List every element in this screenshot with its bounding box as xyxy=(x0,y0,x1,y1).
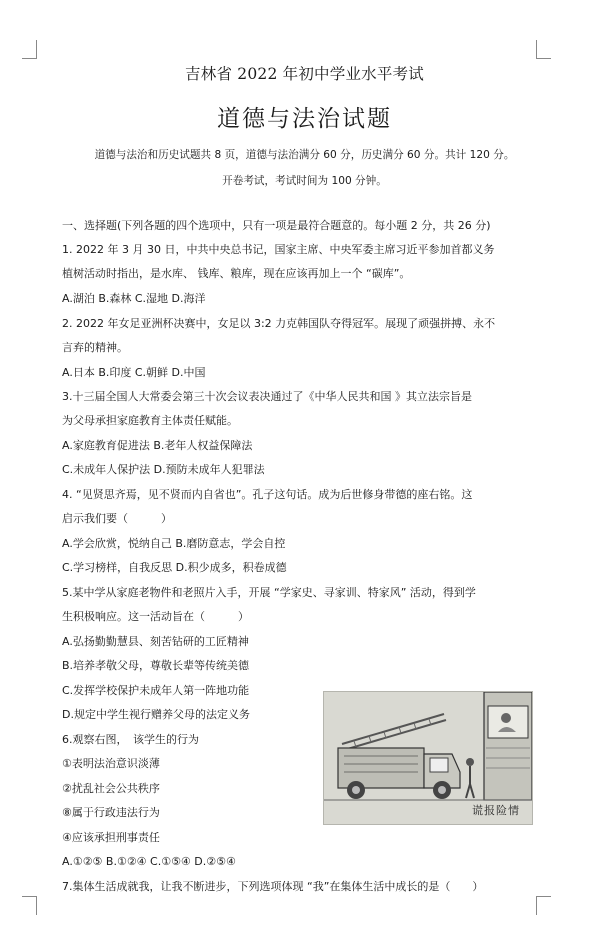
q6-stem: 6.观察右图， 该学生的行为 xyxy=(62,733,199,746)
q6-options: A.①②⑤ B.①②④ C.①⑤④ D.②⑤④ xyxy=(62,855,236,868)
crop-mark-top-right xyxy=(536,40,551,59)
crop-mark-top-left xyxy=(22,40,37,59)
q5-stem-line-2: 生积极响应。这一活动旨在（ ） xyxy=(62,610,249,623)
q7-stem: 7.集体生活成就我，让我不断进步，下列选项体现 “我”在集体生活中成长的是（ ） xyxy=(62,880,484,893)
q5-stem-line-1: 5.某中学从家庭老物件和老照片入手，开展 “学家史、寻家训、特家风” 活动，得到学 xyxy=(62,586,476,599)
intro-line-2: 开卷考试，考试时间为 100 分钟。 xyxy=(222,175,387,187)
subject-title: 道德与法治试题 xyxy=(217,106,392,132)
q1-options: A.湖泊 B.森林 C.湿地 D.海洋 xyxy=(62,292,206,305)
q6-item-3: ⑧属于行政违法行为 xyxy=(62,806,160,819)
q4-options-line-2: C.学习榜样，自我反思 D.积少成多，积卷成德 xyxy=(62,561,287,574)
q5-option-a: A.弘扬勤勤慧县、刻苦钻研的工匠精神 xyxy=(62,635,249,648)
q5-option-b: B.培养孝敬父母，尊敬长辈等传统美德 xyxy=(62,659,250,672)
q2-stem-line-1: 2. 2022 年女足亚洲杯决赛中，女足以 3:2 力克韩国队夺得冠军。展现了顽强拼搏、永不 xyxy=(62,317,496,330)
q2-stem-line-2: 言弃的精神。 xyxy=(62,341,128,354)
q2-options: A.日本 B.印度 C.朝鲜 D.中国 xyxy=(62,366,206,379)
exam-title: 吉林省 2022 年初中学业水平考试 xyxy=(185,65,424,83)
q3-stem-line-2: 为父母承担家庭教育主体责任赋能。 xyxy=(62,414,238,427)
q4-options-line-1: A.学会欣赏，悦纳自己 B.磨防意志，学会自控 xyxy=(62,537,286,550)
q1-stem-line-1: 1. 2022 年 3 月 30 日，中共中央总书记，国家主席、中央军委主席习近平参加首都义务 xyxy=(62,243,495,256)
q6-item-2: ②扰乱社会公共秩序 xyxy=(62,782,160,795)
section-heading: 一、选择题(下列各题的四个选项中，只有一项是最符合题意的。每小题 2 分，共 26 分) xyxy=(62,219,491,232)
q5-option-c: C.发挥学校保护未成年人第一阵地功能 xyxy=(62,684,250,697)
q3-options-line-2: C.未成年人保护法 D.预防未成年人犯罪法 xyxy=(62,463,265,476)
q3-options-line-1: A.家庭教育促进法 B.老年人权益保障法 xyxy=(62,439,253,452)
q1-stem-line-2: 植树活动时指出，是水库、 钱库、粮库，现在应该再加上一个 “碳库”。 xyxy=(62,267,411,280)
figure-caption: 谎报险情 xyxy=(472,804,520,817)
q6-illustration xyxy=(323,691,533,825)
crop-mark-bottom-left xyxy=(22,896,37,915)
q5-option-d: D.规定中学生视行赠养父母的法定义务 xyxy=(62,708,250,721)
q4-stem-line-1: 4. “见贤思齐焉，见不贤而内自省也”。孔子这句话。成为后世修身带德的座右铭。这 xyxy=(62,488,473,501)
q6-item-1: ①表明法治意识淡薄 xyxy=(62,757,160,770)
q4-stem-line-2: 启示我们要（ ） xyxy=(62,512,172,525)
crop-mark-bottom-right xyxy=(536,896,551,915)
intro-line-1: 道德与法治和历史试题共 8 页，道德与法治满分 60 分，历史满分 60 分。共计 120 分。 xyxy=(94,149,515,161)
q6-item-4: ④应该承担刑事责任 xyxy=(62,831,160,844)
q3-stem-line-1: 3.十三届全国人大常委会第三十次会议表决通过了《中华人民共和国 》其立法宗旨是 xyxy=(62,390,472,403)
